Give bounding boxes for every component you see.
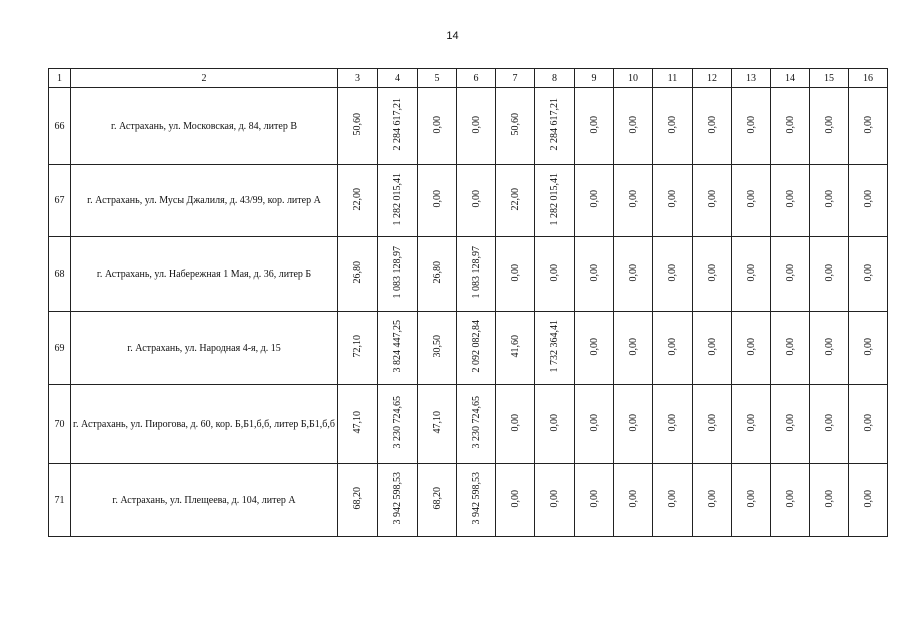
cell-value: 0,00: [784, 263, 796, 282]
cell-value: 50,60: [352, 113, 363, 136]
cell-c7: [496, 312, 535, 385]
cell-c16: [849, 88, 888, 165]
cell-value: 0,00: [706, 413, 718, 432]
cell-value: 1 732 364,41: [549, 320, 560, 373]
address-cell: г. Астрахань, ул. Плещеева, д. 104, литер А: [71, 464, 338, 537]
cell-value: 0,00: [431, 190, 443, 208]
cell-c6: [457, 464, 496, 537]
cell-value: 0,00: [588, 115, 600, 134]
cell-c13: [732, 88, 771, 165]
cell-c4: [378, 385, 418, 464]
column-header: 3: [338, 69, 378, 88]
column-header: 14: [771, 69, 810, 88]
cell-value: 2 284 617,21: [392, 98, 403, 151]
cell-value: 0,00: [745, 489, 757, 508]
cell-value: 1 282 015,41: [392, 172, 403, 226]
column-header: 4: [378, 69, 418, 88]
column-header: 9: [575, 69, 614, 88]
cell-value: 0,00: [745, 337, 757, 356]
cell-value: 0,00: [627, 413, 639, 432]
column-header: 7: [496, 69, 535, 88]
cell-value: 0,00: [823, 115, 835, 134]
cell-c5: [418, 312, 457, 385]
cell-c11: [653, 237, 693, 312]
cell-value: 0,00: [549, 263, 560, 282]
cell-c14: [771, 312, 810, 385]
column-header: 11: [653, 69, 693, 88]
cell-value: 0,00: [627, 489, 639, 508]
cell-value: 0,00: [862, 413, 874, 432]
cell-value: 0,00: [509, 489, 521, 508]
cell-c15: [810, 88, 849, 165]
cell-c16: [849, 385, 888, 464]
cell-value: 0,00: [588, 489, 600, 508]
cell-value: 0,00: [823, 337, 835, 356]
cell-c15: [810, 237, 849, 312]
cell-c10: [614, 312, 653, 385]
cell-c4: [378, 165, 418, 237]
cell-value: 0,00: [588, 413, 600, 432]
cell-value: 0,00: [745, 190, 757, 208]
cell-value: 0,00: [588, 190, 600, 208]
cell-value: 0,00: [823, 263, 835, 282]
cell-c3: [338, 237, 378, 312]
cell-c5: [418, 165, 457, 237]
cell-value: 47,10: [352, 411, 363, 434]
cell-c11: [653, 385, 693, 464]
cell-c6: [457, 237, 496, 312]
cell-value: 0,00: [862, 115, 874, 134]
cell-value: 0,00: [667, 337, 678, 356]
cell-value: 72,10: [352, 335, 363, 358]
address-cell: г. Астрахань, ул. Набережная 1 Мая, д. 36, литер Б: [71, 237, 338, 312]
cell-c9: [575, 237, 614, 312]
cell-value: 0,00: [784, 337, 796, 356]
cell-value: 0,00: [470, 190, 482, 208]
cell-value: 0,00: [627, 115, 639, 134]
column-header: 12: [693, 69, 732, 88]
cell-value: 0,00: [784, 115, 796, 134]
cell-value: 0,00: [706, 190, 718, 208]
cell-value: 68,20: [431, 487, 443, 510]
cell-c12: [693, 464, 732, 537]
column-header: 16: [849, 69, 888, 88]
cell-c3: [338, 385, 378, 464]
cell-value: 0,00: [823, 489, 835, 508]
cell-value: 0,00: [745, 263, 757, 282]
table-row: [49, 385, 888, 464]
column-header: 8: [535, 69, 575, 88]
cell-c9: [575, 385, 614, 464]
cell-value: 0,00: [627, 337, 639, 356]
cell-value: 0,00: [667, 263, 678, 282]
row-number: 70: [49, 385, 71, 464]
table-row: [49, 312, 888, 385]
cell-c7: [496, 385, 535, 464]
cell-value: 0,00: [667, 115, 678, 134]
cell-c9: [575, 165, 614, 237]
cell-value: 30,50: [431, 335, 443, 358]
register-table: [48, 68, 888, 537]
cell-c16: [849, 464, 888, 537]
cell-value: 3 230 724,65: [470, 396, 482, 449]
cell-c10: [614, 464, 653, 537]
column-header: 6: [457, 69, 496, 88]
cell-c3: [338, 88, 378, 165]
cell-value: 2 284 617,21: [549, 98, 560, 151]
cell-value: 0,00: [784, 489, 796, 508]
cell-c10: [614, 88, 653, 165]
cell-value: 0,00: [862, 489, 874, 508]
cell-c12: [693, 237, 732, 312]
column-header: 15: [810, 69, 849, 88]
cell-value: 0,00: [588, 337, 600, 356]
cell-c3: [338, 165, 378, 237]
cell-value: 0,00: [667, 190, 678, 208]
cell-c7: [496, 464, 535, 537]
cell-value: 0,00: [706, 489, 718, 508]
cell-value: 0,00: [588, 263, 600, 282]
cell-c8: [535, 165, 575, 237]
cell-c5: [418, 237, 457, 312]
address-cell: г. Астрахань, ул. Московская, д. 84, литер В: [71, 88, 338, 165]
cell-c8: [535, 464, 575, 537]
column-number-header-row: [49, 69, 888, 88]
cell-c13: [732, 464, 771, 537]
cell-value: 0,00: [784, 413, 796, 432]
table-row: [49, 165, 888, 237]
cell-value: 3 942 598,53: [392, 472, 403, 525]
cell-c8: [535, 385, 575, 464]
address-cell: г. Астрахань, ул. Мусы Джалиля, д. 43/99, кор. литер А: [71, 165, 338, 237]
cell-c10: [614, 385, 653, 464]
cell-value: 0,00: [509, 263, 521, 282]
cell-value: 50,60: [509, 113, 521, 136]
column-header: 13: [732, 69, 771, 88]
cell-c10: [614, 237, 653, 312]
cell-c14: [771, 385, 810, 464]
cell-c5: [418, 464, 457, 537]
cell-c9: [575, 312, 614, 385]
cell-c8: [535, 88, 575, 165]
table-row: [49, 88, 888, 165]
column-header: 10: [614, 69, 653, 88]
cell-value: 41,60: [509, 335, 521, 358]
cell-c15: [810, 165, 849, 237]
row-number: 69: [49, 312, 71, 385]
cell-c14: [771, 237, 810, 312]
cell-value: 0,00: [862, 190, 874, 208]
cell-value: 0,00: [627, 190, 639, 208]
cell-c13: [732, 165, 771, 237]
cell-c16: [849, 165, 888, 237]
cell-c11: [653, 312, 693, 385]
cell-value: 3 230 724,65: [392, 396, 403, 449]
cell-value: 0,00: [862, 263, 874, 282]
address-cell: г. Астрахань, ул. Пирогова, д. 60, кор. Б,Б1,б,б, литер Б,Б1,б,б: [71, 385, 338, 464]
row-number: 71: [49, 464, 71, 537]
cell-c13: [732, 237, 771, 312]
cell-c11: [653, 464, 693, 537]
cell-value: 22,00: [509, 187, 521, 211]
cell-c15: [810, 464, 849, 537]
cell-c10: [614, 165, 653, 237]
cell-c3: [338, 312, 378, 385]
cell-value: 0,00: [667, 489, 678, 508]
cell-c4: [378, 237, 418, 312]
cell-c5: [418, 88, 457, 165]
cell-c8: [535, 312, 575, 385]
cell-value: 0,00: [823, 413, 835, 432]
cell-value: 0,00: [745, 115, 757, 134]
cell-c8: [535, 237, 575, 312]
cell-c15: [810, 312, 849, 385]
cell-value: 0,00: [706, 337, 718, 356]
cell-value: 1 282 015,41: [549, 172, 560, 226]
table-row: [49, 237, 888, 312]
cell-value: 0,00: [706, 263, 718, 282]
cell-value: 0,00: [431, 115, 443, 134]
cell-c3: [338, 464, 378, 537]
cell-c6: [457, 165, 496, 237]
cell-value: 0,00: [549, 489, 560, 508]
cell-c12: [693, 312, 732, 385]
cell-c5: [418, 385, 457, 464]
cell-c7: [496, 165, 535, 237]
cell-c4: [378, 312, 418, 385]
cell-c14: [771, 88, 810, 165]
cell-value: 0,00: [549, 413, 560, 432]
cell-value: 0,00: [862, 337, 874, 356]
cell-value: 1 083 128,97: [392, 246, 403, 299]
address-cell: г. Астрахань, ул. Народная 4-я, д. 15: [71, 312, 338, 385]
cell-c6: [457, 312, 496, 385]
cell-c7: [496, 88, 535, 165]
cell-c12: [693, 88, 732, 165]
cell-c12: [693, 165, 732, 237]
page-number: 14: [446, 30, 459, 42]
cell-value: 0,00: [706, 115, 718, 134]
cell-c12: [693, 385, 732, 464]
cell-value: 0,00: [509, 413, 521, 432]
row-number: 67: [49, 165, 71, 237]
table-row: [49, 464, 888, 537]
cell-c9: [575, 88, 614, 165]
cell-value: 0,00: [470, 115, 482, 134]
cell-c11: [653, 88, 693, 165]
cell-c4: [378, 464, 418, 537]
column-header: 1: [49, 69, 71, 88]
row-number: 68: [49, 237, 71, 312]
cell-value: 0,00: [784, 190, 796, 208]
cell-value: 0,00: [667, 413, 678, 432]
cell-value: 0,00: [745, 413, 757, 432]
cell-c6: [457, 88, 496, 165]
cell-c7: [496, 237, 535, 312]
cell-c6: [457, 385, 496, 464]
row-number: 66: [49, 88, 71, 165]
cell-c14: [771, 464, 810, 537]
cell-value: 0,00: [823, 190, 835, 208]
cell-c13: [732, 385, 771, 464]
cell-value: 2 092 082,84: [470, 320, 482, 373]
cell-c13: [732, 312, 771, 385]
cell-value: 22,00: [352, 187, 363, 211]
cell-c4: [378, 88, 418, 165]
cell-value: 1 083 128,97: [470, 246, 482, 299]
cell-value: 0,00: [627, 263, 639, 282]
cell-c14: [771, 165, 810, 237]
cell-value: 47,10: [431, 411, 443, 434]
cell-c16: [849, 237, 888, 312]
cell-value: 26,80: [352, 261, 363, 284]
column-header: 5: [418, 69, 457, 88]
column-header: 2: [71, 69, 338, 88]
cell-value: 26,80: [431, 261, 443, 284]
cell-value: 3 824 447,25: [392, 320, 403, 373]
cell-value: 68,20: [352, 487, 363, 510]
cell-c16: [849, 312, 888, 385]
cell-c9: [575, 464, 614, 537]
cell-c15: [810, 385, 849, 464]
cell-value: 3 942 598,53: [470, 472, 482, 525]
cell-c11: [653, 165, 693, 237]
